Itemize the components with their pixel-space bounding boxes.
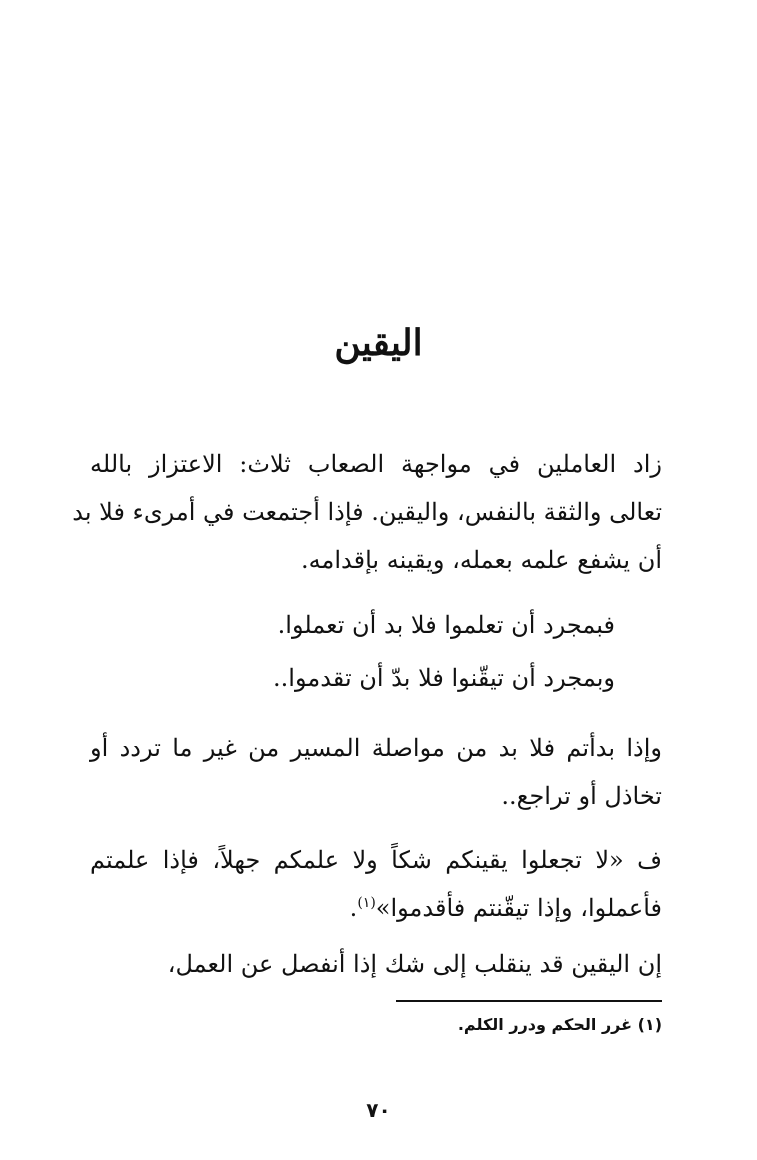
paragraph-4-line-1: إن اليقين قد ينقلب إلى شك إذا أنفصل عن العمل،	[167, 950, 662, 978]
paragraph-2-line-1: وإذا بدأتم فلا بد من مواصلة المسير من غير ما تردد أو	[90, 734, 662, 762]
paragraph-3-line-2-text: فأعملوا، وإذا تيقّنتم فأقدموا»	[375, 894, 662, 922]
page-title: اليقين	[334, 322, 423, 364]
paragraph-3-line-2-end: .	[349, 894, 358, 922]
paragraph-2-line-2: تخاذل أو تراجع..	[501, 782, 662, 810]
footnote-divider	[396, 1000, 662, 1002]
paragraph-1-line-1: زاد العاملين في مواجهة الصعاب ثلاث: الاعتزاز بالله	[90, 450, 662, 478]
paragraph-3-line-2	[90, 888, 662, 928]
paragraph-3-line-1: ف «لا تجعلوا يقينكم شكاً ولا علمكم جهلاً، فإذا علمتم	[90, 846, 662, 874]
verse-line-2: وبمجرد أن تيقّنوا فلا بدّ أن تقدموا..	[273, 664, 615, 692]
paragraph-1-line-2: تعالى والثقة بالنفس، واليقين. فإذا أجتمعت في أمرىء فلا بد	[72, 498, 662, 526]
footnote: (١) غرر الحكم ودرر الكلم.	[457, 1015, 662, 1034]
verse-line-1: فبمجرد أن تعلموا فلا بد أن تعملوا.	[277, 611, 615, 639]
page-number: ٧٠	[366, 1098, 391, 1122]
paragraph-1-line-3: أن يشفع علمه بعمله، ويقينه بإقدامه.	[301, 546, 662, 574]
footnote-reference-marker: (١)	[357, 895, 376, 911]
